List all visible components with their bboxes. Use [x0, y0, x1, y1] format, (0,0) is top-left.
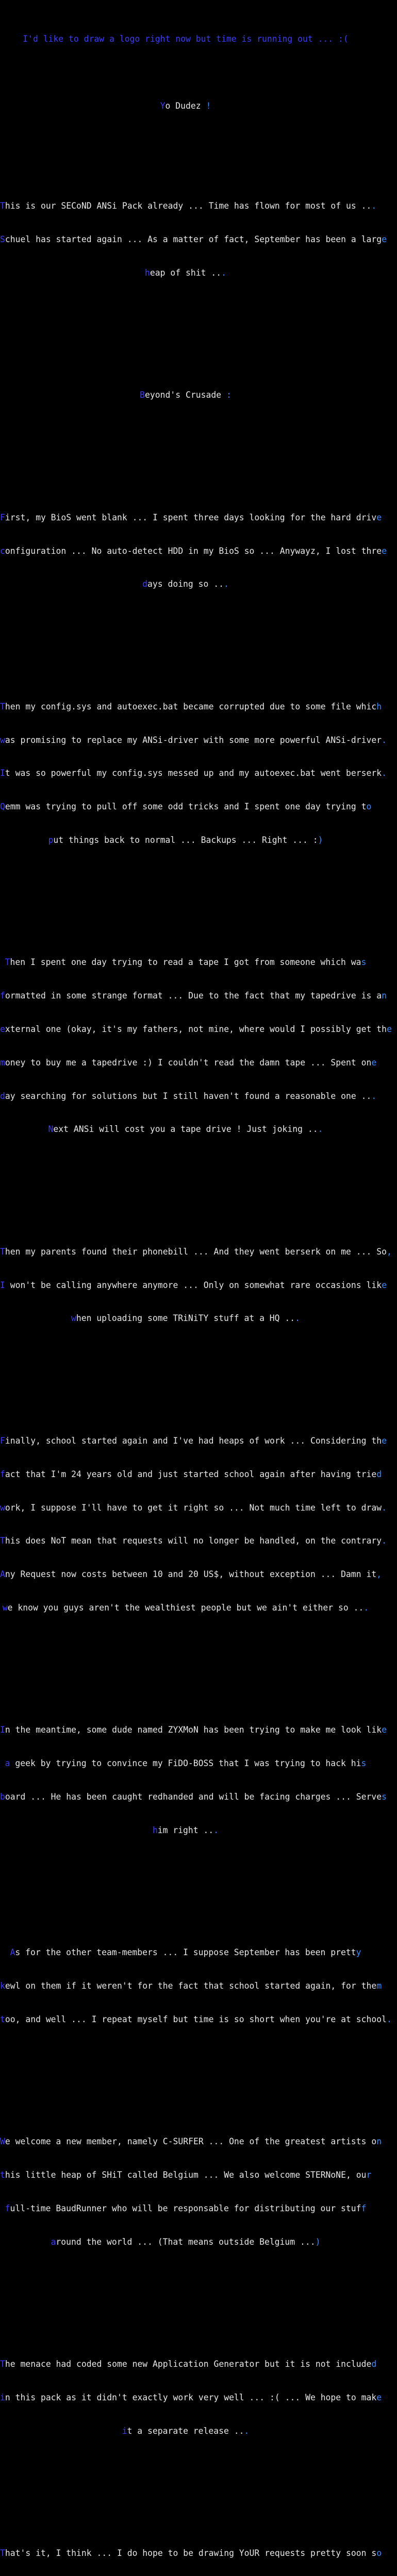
paragraph-zyxmon [0, 1702, 387, 1858]
text-line: it a separate release ... [122, 2426, 250, 2436]
text-line: configuration ... No auto-detect HDD in my BioS so ... Anywayz, I lost three [0, 546, 387, 556]
text-line: That's it, I think ... I do hope to be drawing YoUR requests pretty soon so [0, 2548, 382, 2558]
text-line: I won't be calling anywhere anymore ... Only on somewhat rare occasions like [0, 1280, 387, 1290]
text-line: kewl on them if it weren't for the fact that school started again, for them [0, 1981, 382, 1991]
paragraph-team-members [0, 1925, 392, 2047]
text-line: this little heap of SHiT called Belgium ... We also welcome STERNoNE, our [0, 2170, 372, 2180]
text-line: work, I suppose I'll have to get it right so ... Not much time left to draw. [0, 1502, 387, 1513]
text-line: external one (okay, it's my fathers, not mine, where would I possibly get the [0, 1024, 392, 1035]
text-line: In the meantime, some dude named ZYXMoN has been trying to make me look like [0, 1725, 387, 1735]
greeting-line: Yo Dudez ! [160, 100, 211, 111]
text-line: This does NoT mean that requests will no longer be handled, on the contrary. [0, 1536, 387, 1546]
text-line: around the world ... (That means outside Belgium ...) [51, 2236, 321, 2247]
paragraph-tape [0, 935, 392, 1157]
text-line: was promising to replace my ANSi-driver with some more powerful ANSi-driver. [0, 735, 387, 745]
text-line: too, and well ... I repeat myself but time is so short when you're at school. [0, 2014, 392, 2024]
text-line: Schuel has started again ... As a matter of fact, September has been a large [0, 234, 387, 244]
text-line: put things back to normal ... Backups ... Right ... :) [48, 835, 323, 845]
text-line: It was so powerful my config.sys messed up and my autoexec.bat went berserk. [0, 768, 387, 778]
text-line: Then my parents found their phonebill ... And they went berserk on me ... So, [0, 1246, 392, 1257]
paragraph-new-member [0, 2114, 382, 2269]
paragraph-bios [0, 490, 387, 613]
paragraph-requests [0, 2526, 382, 2576]
text-line: Then my config.sys and autoexec.bat became corrupted due to some file which [0, 701, 382, 711]
text-line: This is our SECoND ANSi Pack already ... Time has flown for most of us ... [0, 201, 377, 211]
text-line: fact that I'm 24 years old and just started school again after having tried [0, 1469, 382, 1479]
text-line: board ... He has been caught redhanded and will be facing charges ... Serves [0, 1792, 387, 1802]
intro-line: I'd like to draw a logo right now but time is running out ... :( [23, 34, 349, 44]
text-line: him right ... [152, 1825, 219, 1835]
text-line: formatted in some strange format ... Due to the fact that my tapedrive is an [0, 991, 387, 1001]
paragraph-app-generator [0, 2336, 382, 2459]
text-line: heap of shit ... [145, 267, 226, 278]
text-line: full-time BaudRunner who will be responsable for distributing our stuff [5, 2203, 367, 2213]
section-heading-crusade [0, 367, 371, 423]
text-line: Then I spent one day trying to read a tape I got from someone which was [5, 957, 367, 968]
text-line: Any Request now costs between 10 and 20 US$, without exception ... Damn it, [0, 1569, 382, 1580]
text-line: The menace had coded some new Application Generator but it is not included [0, 2359, 377, 2369]
text-line: money to buy me a tapedrive :) I couldn't read the damn tape ... Spent one [0, 1057, 377, 1067]
text-line: As for the other team-members ... I suppose September has been pretty [10, 1947, 361, 1958]
text-line: a geek by trying to convince my FiDO-BOSS that I was trying to hack his [5, 1758, 367, 1769]
text-line: First, my BioS went blank ... I spent three days looking for the hard drive [0, 512, 382, 522]
text-line: Beyond's Crusade : [140, 390, 231, 400]
paragraph-config [0, 679, 387, 868]
text-line: We welcome a new member, namely C-SURFER ... One of the greatest artists on [0, 2137, 382, 2147]
text-line: we know you guys aren't the wealthiest people but we ain't either so ... [2, 1602, 369, 1613]
text-line: Qemm was trying to pull off some odd tricks and I spent one day trying to [0, 802, 372, 812]
paragraph-phonebill [0, 1224, 392, 1347]
paragraph-school [0, 1413, 387, 1636]
paragraph-pack-intro [0, 178, 387, 301]
ansi-text-screen [0, 11, 392, 2576]
text-line: days doing so ... [142, 579, 229, 589]
text-line: Next ANSi will cost you a tape drive ! Just joking ... [48, 1124, 323, 1134]
text-line: in this pack as it didn't exactly work very well ... :( ... We hope to make [0, 2393, 382, 2403]
text-line: Finally, school started again and I've had heaps of work ... Considering the [0, 1436, 387, 1446]
text-line: day searching for solutions but I still haven't found a reasonable one ... [0, 1091, 377, 1101]
text-line: when uploading some TRiNiTY stuff at a HQ ... [71, 1313, 301, 1324]
